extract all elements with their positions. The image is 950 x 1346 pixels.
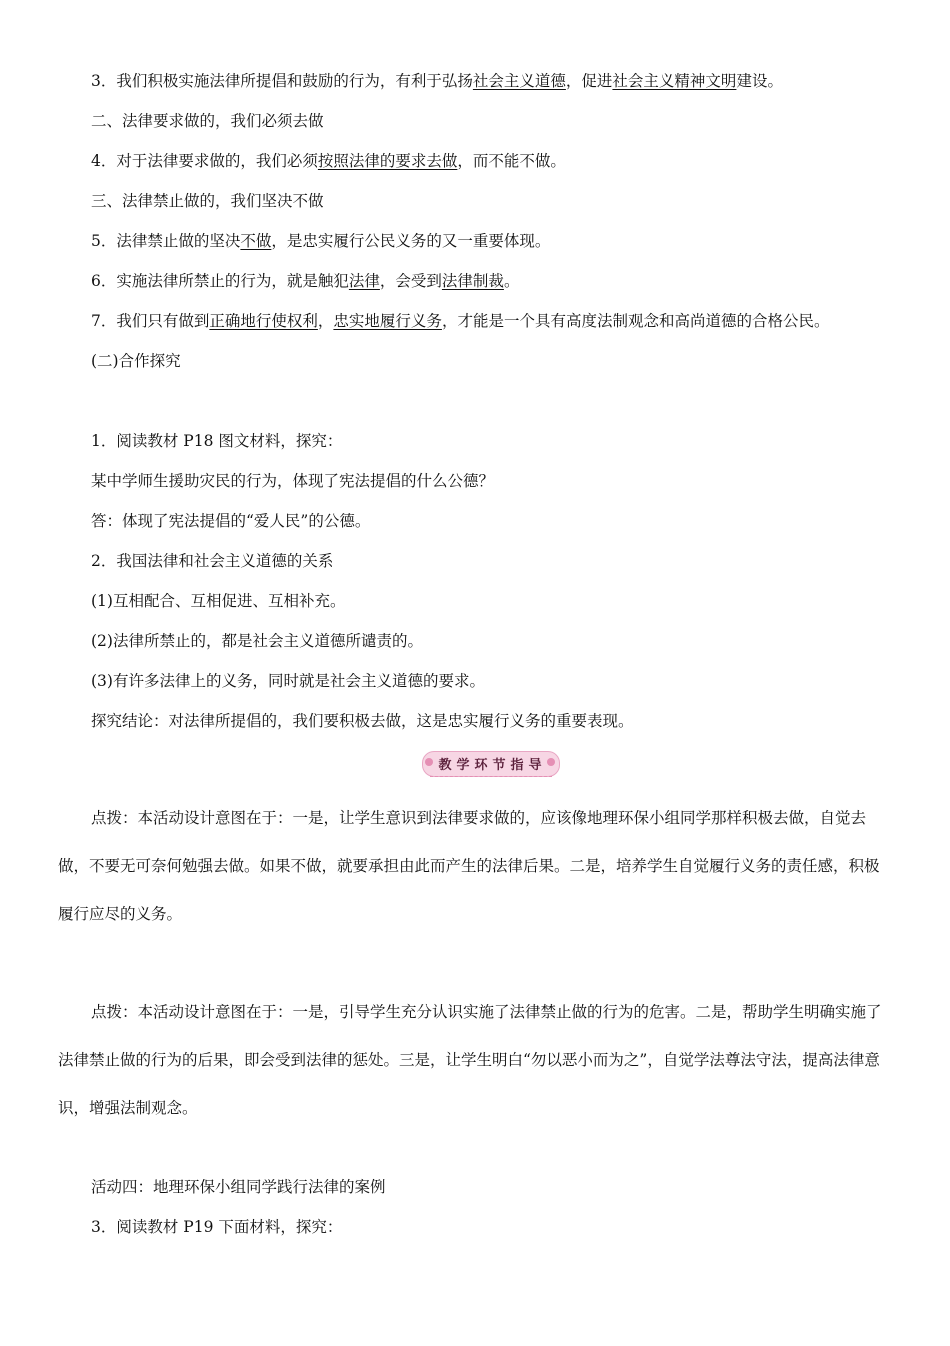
question-text: 某中学师生援助灾民的行为，体现了宪法提倡的什么公德？ [91,472,495,490]
banner-dashed-line [430,776,552,777]
answer-text: 答：体现了宪法提倡的“爱人民”的公德。 [91,512,371,530]
explore-item-3: 3．阅读教材 P19 下面材料，探究： [91,1218,343,1236]
section-heading-2: 二、法律要求做的，我们必须去做 [91,112,324,130]
explore-item-1: 1．阅读教材 P18 图文材料，探究： [91,432,343,450]
section-heading-3: 三、法律禁止做的，我们坚决不做 [91,192,324,210]
item-5: 5．法律禁止做的坚决不做，是忠实履行公民义务的又一重要体现。 [91,232,551,250]
teaching-guide-banner [422,749,558,779]
item-4: 4．对于法律要求做的，我们必须按照法律的要求去做，而不能不做。 [91,152,566,170]
subsection-heading: (二)合作探究 [91,352,181,370]
item-7: 7．我们只有做到正确地行使权利，忠实地履行义务，才能是一个具有高度法制观念和高尚道德的合格公民。 [91,312,830,330]
explore-item-2: 2．我国法律和社会主义道德的关系 [91,552,334,570]
relation-point-2: (2)法律所禁止的，都是社会主义道德所谴责的。 [91,632,423,650]
item-3: 3．我们积极实施法律所提倡和鼓励的行为，有利于弘扬社会主义道德，促进社会主义精神文明建设。 [91,72,783,90]
guidance-paragraph-2: 点拨：本活动设计意图在于：一是，引导学生充分认识实施了法律禁止做的行为的危害。二是，帮助学生明确实施了法律禁止做的行为的后果，即会受到法律的惩处。三是，让学生明白“勿以恶小而为之”，自觉学法尊法守法，提高法律意识，增强法制观念。 [58,1003,882,1117]
banner-text: 教 学 环 节 指 导 [438,758,542,773]
activity-four-heading: 活动四：地理环保小组同学践行法律的案例 [91,1178,386,1196]
guidance-paragraph-1: 点拨：本活动设计意图在于：一是，让学生意识到法律要求做的，应该像地理环保小组同学那样积极去做，自觉去做，不要无可奈何勉强去做。如果不做，就要承担由此而产生的法律后果。二是，培养学生自觉履行义务的责任感，积极履行应尽的义务。 [58,809,880,923]
relation-point-3: (3)有许多法律上的义务，同时就是社会主义道德的要求。 [91,672,485,690]
relation-point-1: (1)互相配合、互相促进、互相补充。 [91,592,346,610]
explore-conclusion: 探究结论：对法律所提倡的，我们要积极去做，这是忠实履行义务的重要表现。 [91,712,634,730]
item-6: 6．实施法律所禁止的行为，就是触犯法律，会受到法律制裁。 [91,272,520,290]
